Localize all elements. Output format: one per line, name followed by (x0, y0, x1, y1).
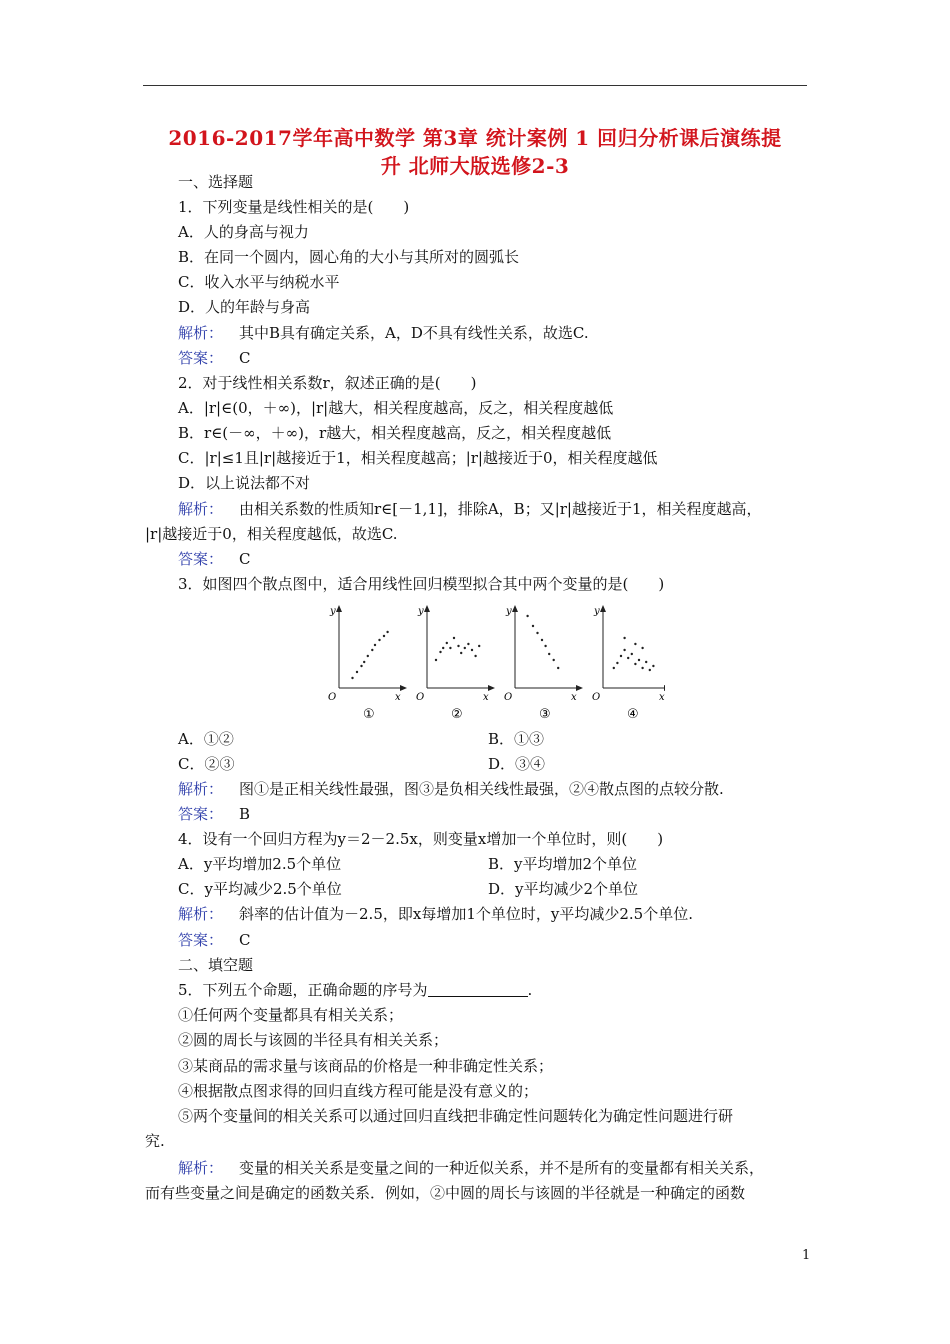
q4-answer-text: C (239, 931, 251, 949)
question-5-end: . (527, 981, 533, 999)
q3-answer-text: B (239, 805, 251, 823)
scatter-point (446, 642, 448, 644)
origin-label: O (416, 692, 425, 703)
answer-label: 答案： (178, 931, 224, 949)
q4-explanation-text: 斜率的估计值为－2.5，即x每增加1个单位时，y平均减少2.5个单位. (239, 905, 693, 923)
q2-explanation-text-1: 由相关系数的性质知r∈[－1,1]，排除A，B；又|r|越接近于1，相关程度越高， (239, 500, 762, 518)
scatter-point (631, 653, 633, 655)
header-rule (143, 85, 807, 86)
q2-answer-text: C (239, 550, 251, 568)
scatter-point (374, 644, 376, 646)
q5-statement-5: ⑤两个变量间的相关关系可以通过回归直线把非确定性问题转化为确定性问题进行研 (178, 1107, 734, 1125)
plot-caption: ① (363, 707, 375, 722)
scatter-point (641, 667, 643, 669)
x-arrow-icon (576, 685, 583, 691)
scatter-plots-figure (315, 600, 665, 725)
scatter-point (652, 665, 654, 667)
q4-option-c: C．y平均减少2.5个单位 (178, 880, 342, 898)
q1-explanation-text: 其中B具有确定关系，A，D不具有线性关系，故选C. (239, 324, 589, 342)
question-3: 3．如图四个散点图中，适合用线性回归模型拟合其中两个变量的是( ) (178, 575, 665, 593)
q2-option-a: A．|r|∈(0，＋∞)，|r|越大，相关程度越高，反之，相关程度越低 (178, 399, 614, 417)
section-heading-choice: 一、选择题 (178, 173, 254, 191)
origin-label: O (592, 692, 601, 703)
x-axis-label: x (659, 692, 665, 703)
q2-option-b: B．r∈(－∞，＋∞)，r越大，相关程度越高，反之，相关程度越低 (178, 424, 612, 442)
scatter-point (649, 669, 651, 671)
scatter-point (623, 649, 625, 651)
q3-option-a: A．①② (178, 730, 234, 748)
y-arrow-icon (424, 605, 430, 612)
scatter-point (474, 655, 476, 657)
scatter-point (356, 671, 358, 673)
q2-answer (178, 549, 251, 569)
scatter-point (638, 659, 640, 661)
q3-option-d: D．③④ (488, 755, 546, 773)
q4-explanation (178, 904, 693, 924)
scatter-point (526, 615, 528, 617)
scatter-point (386, 631, 388, 633)
q3-explanation-text: 图①是正相关线性最强，图③是负相关线性最强，②④散点图的点较分散. (239, 780, 724, 798)
question-4: 4．设有一个回归方程为y＝2－2.5x，则变量x增加一个单位时，则( ) (178, 830, 664, 848)
q4-option-d: D．y平均减少2个单位 (488, 880, 639, 898)
plot-caption: ③ (539, 707, 551, 722)
scatter-point (367, 655, 369, 657)
scatter-point (616, 662, 618, 664)
q1-option-c: C．收入水平与纳税水平 (178, 273, 340, 291)
scatter-point (378, 639, 380, 641)
scatter-point (363, 661, 365, 663)
y-axis-label: y (506, 606, 512, 617)
x-axis-label: x (395, 692, 401, 703)
q3-option-c: C．②③ (178, 755, 235, 773)
scatter-point (553, 659, 555, 661)
q4-answer (178, 930, 251, 950)
scatter-point (627, 657, 629, 659)
scatter-point (613, 667, 615, 669)
section-heading-fill: 二、填空题 (178, 956, 254, 974)
question-5 (178, 980, 532, 1000)
plot-caption: ② (451, 707, 463, 722)
explain-label: 解析： (178, 324, 224, 342)
scatter-point (536, 632, 538, 634)
origin-label: O (328, 692, 337, 703)
page-number: 1 (802, 1248, 811, 1263)
explain-label: 解析： (178, 780, 224, 798)
q5-statement-1: ①任何两个变量都具有相关关系； (178, 1006, 404, 1024)
scatter-point (548, 653, 550, 655)
explain-label: 解析： (178, 1159, 224, 1177)
scatter-point (634, 663, 636, 665)
scatter-point (544, 645, 546, 647)
x-axis-label: x (571, 692, 577, 703)
q5-explanation-text-1: 变量的相关关系是变量之间的一种近似关系，并不是所有的变量都有相关关系， (239, 1159, 765, 1177)
q5-explanation-cont: 而有些变量之间是确定的函数关系．例如，②中圆的周长与该圆的半径就是一种确定的函数 (145, 1184, 746, 1202)
q1-option-d: D．人的年龄与身高 (178, 298, 311, 316)
explain-label: 解析： (178, 905, 224, 923)
scatter-point (471, 649, 473, 651)
x-axis-label: x (483, 692, 489, 703)
q5-explanation (178, 1158, 764, 1178)
q2-explanation (178, 499, 762, 519)
q2-explanation-cont: |r|越接近于0，相关程度越低，故选C. (145, 525, 398, 543)
y-arrow-icon (336, 605, 342, 612)
scatter-point (435, 659, 437, 661)
q2-option-c: C．|r|≤1且|r|越接近于1，相关程度越高；|r|越接近于0，相关程度越低 (178, 449, 658, 467)
q1-option-a: A．人的身高与视力 (178, 223, 309, 241)
title-line-2: 升 北师大版选修2-3 (380, 154, 570, 178)
q1-explanation (178, 323, 589, 343)
q3-option-b: B．①③ (488, 730, 545, 748)
scatter-point (457, 645, 459, 647)
y-arrow-icon (512, 605, 518, 612)
scatter-point (467, 643, 469, 645)
scatter-point (645, 661, 647, 663)
scatter-point (623, 637, 625, 639)
explain-label: 解析： (178, 500, 224, 518)
q4-option-b: B．y平均增加2个单位 (488, 855, 638, 873)
scatter-point (439, 651, 441, 653)
scatter-point (449, 647, 451, 649)
q3-answer (178, 804, 250, 824)
x-arrow-icon (400, 685, 407, 691)
y-arrow-icon (600, 605, 606, 612)
y-axis-label: y (330, 606, 336, 617)
scatter-point (460, 652, 462, 654)
origin-label: O (504, 692, 513, 703)
q1-option-b: B．在同一个圆内，圆心角的大小与其所对的圆弧长 (178, 248, 520, 266)
scatter-point (557, 667, 559, 669)
scatter-point (360, 665, 362, 667)
q4-option-a: A．y平均增加2.5个单位 (178, 855, 342, 873)
scatter-point (478, 645, 480, 647)
scatter-point (620, 655, 622, 657)
q5-statement-3: ③某商品的需求量与该商品的价格是一种非确定性关系； (178, 1057, 554, 1075)
scatter-point (464, 647, 466, 649)
scatter-point (641, 647, 643, 649)
scatter-point (453, 637, 455, 639)
q1-answer-text: C (239, 349, 251, 367)
question-2: 2．对于线性相关系数r，叙述正确的是( ) (178, 374, 477, 392)
scatter-point (351, 677, 353, 679)
scatter-point (532, 625, 534, 627)
scatter-point (383, 635, 385, 637)
answer-label: 答案： (178, 805, 224, 823)
answer-blank (428, 982, 528, 997)
scatter-point (442, 647, 444, 649)
q1-answer (178, 348, 251, 368)
answer-label: 答案： (178, 349, 224, 367)
q5-statement-5-cont: 究. (145, 1132, 165, 1150)
q3-explanation (178, 779, 724, 799)
q2-option-d: D．以上说法都不对 (178, 474, 311, 492)
answer-label: 答案： (178, 550, 224, 568)
y-axis-label: y (594, 606, 600, 617)
q5-statement-2: ②圆的周长与该圆的半径具有相关关系； (178, 1031, 449, 1049)
scatter-point (371, 649, 373, 651)
question-1: 1．下列变量是线性相关的是( ) (178, 198, 410, 216)
scatter-point (541, 639, 543, 641)
x-arrow-icon (664, 685, 665, 691)
question-5-text: 5．下列五个命题，正确命题的序号为 (178, 981, 428, 999)
scatter-point (634, 643, 636, 645)
title-line-1: 2016-2017学年高中数学 第3章 统计案例 1 回归分析课后演练提 (168, 126, 782, 150)
y-axis-label: y (418, 606, 424, 617)
plot-caption: ④ (627, 707, 639, 722)
q5-statement-4: ④根据散点图求得的回归直线方程可能是没有意义的； (178, 1082, 539, 1100)
x-arrow-icon (488, 685, 495, 691)
